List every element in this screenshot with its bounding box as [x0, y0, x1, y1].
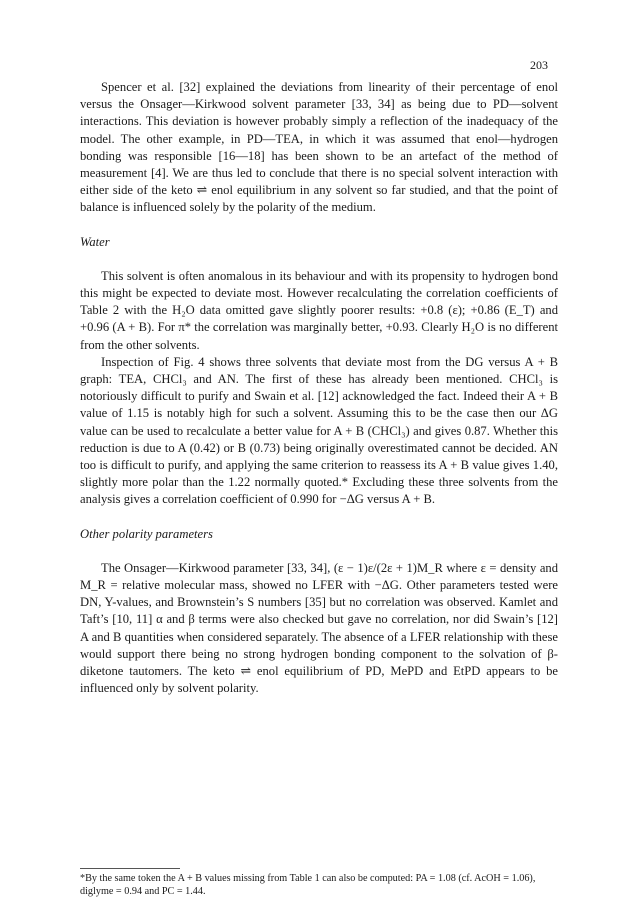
- paragraph-inspection-fig4: Inspection of Fig. 4 shows three solvents that deviate most from the DG versus A + B graph: TEA, CHCl₃ and AN. The first of these has already been mentioned. CHCl₃ is notoriously difficult to purify and Swain et al. [12] acknowledged the fact. Indeed their A + B value of 1.15 is notably high for such a solvent. Assuming this to be the case then our ΔG value can be used to recalculate a better value for A + B (CHCl₃) and gives 0.87. Whether this reduction is due to A (0.42) or B (0.73) being originally overestimated cannot be decided. AN too is difficult to purify, and applying the same criterion to reassess its A + B value gives 1.40, slightly more polar than the 1.22 normally quoted.* Excluding these three solvents from the analysis gives a correlation coefficient of 0.990 for −ΔG versus A + B.: [80, 354, 558, 507]
- paragraph-onsager-kirkwood: The Onsager—Kirkwood parameter [33, 34], (ε − 1)ε/(2ε + 1)M_R where ε = density and M_R = relative molecular mass, showed no LFER with −ΔG. Other parameters tested were DN, Y-values, and Brownstein’s S numbers [35] but no correlation was observed. Kamlet and Taft’s [10, 11] α and β terms were also checked but gave no correlation, nor did Swain’s [12] A and B quantities when considered separately. The absence of a LFER relationship with these would support there being no strong hydrogen bonding component to the solvation of β-diketone tautomers. The keto ⇌ enol equilibrium of PD, MePD and EtPD appears to be influenced only by solvent polarity.: [80, 560, 558, 696]
- section-heading-water: Water: [80, 234, 110, 249]
- footnote-rule: [80, 868, 180, 869]
- paragraph-solvent-interactions: Spencer et al. [32] explained the deviations from linearity of their percentage of enol versus the Onsager—Kirkwood solvent parameter [33, 34] as being due to PD—solvent interactions. This deviation is however probably simply a reflection of the inadequacy of the model. The other example, in PD—TEA, in which it was assumed that enol—hydrogen bonding was responsible [16—18] has been shown to be an artefact of the method of measurement [4]. We are thus led to conclude that there is no special solvent interaction with either side of the keto ⇌ enol equilibrium in any solvent so far studied, and that the point of balance is influenced solely by the polarity of the medium.: [80, 80, 558, 215]
- paragraph-water: This solvent is often anomalous in its behaviour and with its propensity to hydrogen bond this might be expected to deviate most. However recalculating the correlation coefficients of Table 2 with the H₂O data omitted gave slightly poorer results: +0.8 (ε); +0.86 (E_T) and +0.96 (A + B). For π* the correlation was marginally better, +0.93. Clearly H₂O is no different from the other solvents.: [80, 268, 558, 352]
- body-text: [80, 79, 558, 698]
- section-heading-other-polarity-parameters: Other polarity parameters: [80, 526, 213, 541]
- footnote: *By the same token the A + B values missing from Table 1 can also be computed: PA = 1.08 (cf. AcOH = 1.06), diglyme = 0.94 and PC = 1.44.: [80, 873, 536, 897]
- page-number: 203: [530, 58, 548, 72]
